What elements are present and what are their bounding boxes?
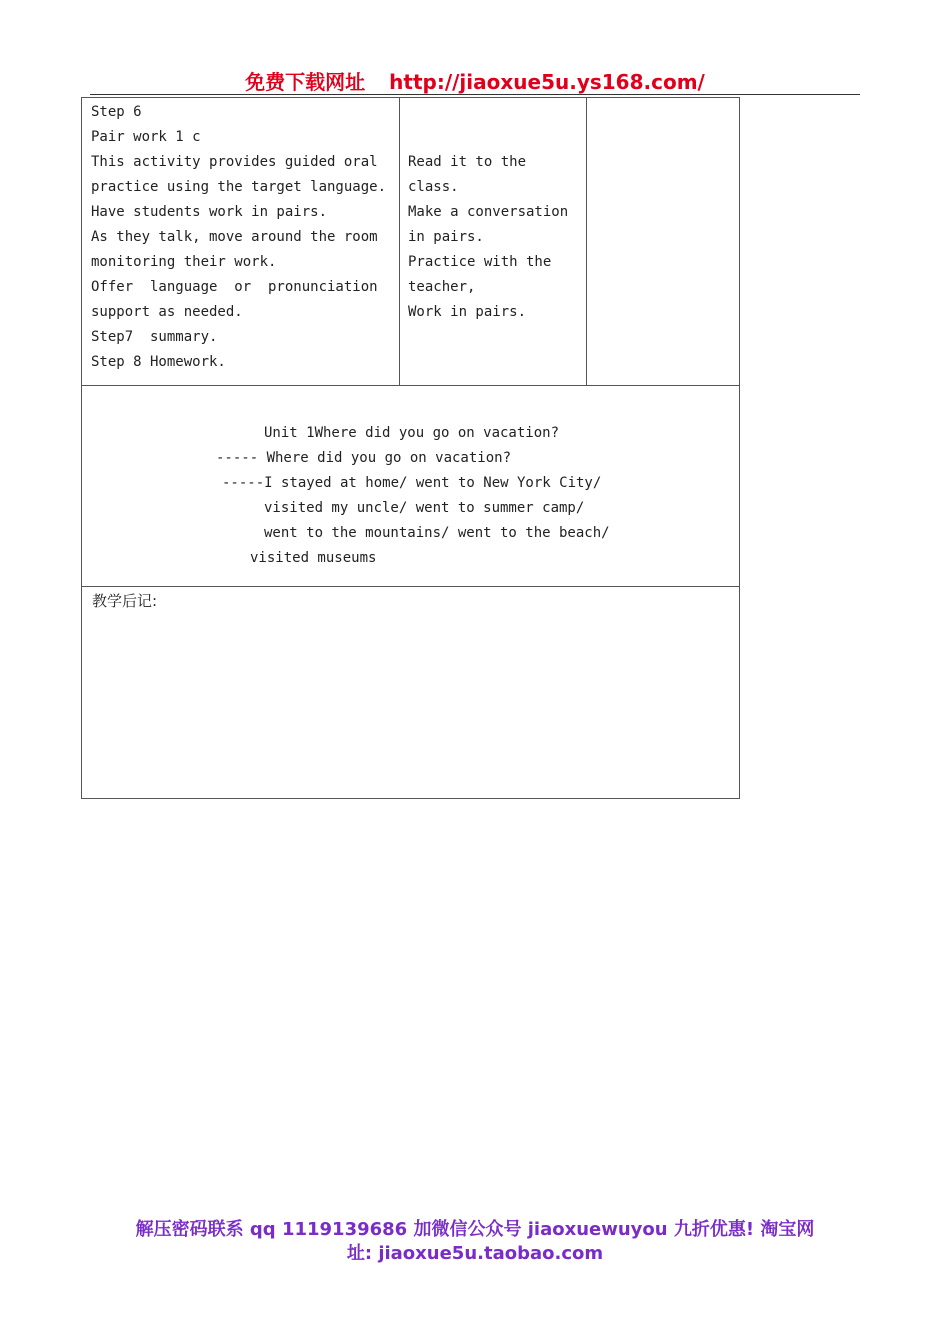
teaching-reflection-label: 教学后记: [92,592,158,610]
blackboard-line: -----I stayed at home/ went to New York City/ [222,475,602,491]
blackboard-title: Unit 1Where did you go on vacation? [264,425,560,441]
student-activity-line: class. [408,179,459,195]
student-activity-line: Read it to the [408,154,527,170]
blackboard-design-row [82,386,739,587]
footer-line-1: 解压密码联系 qq 1119139686 加微信公众号 jiaoxuewuyou 九折优惠! 淘宝网 [135,1219,815,1240]
teacher-activity-line: Have students work in pairs. [91,204,328,220]
student-activity-line: Work in pairs. [408,304,527,320]
header-divider [90,94,860,95]
blackboard-line: ----- Where did you go on vacation? [216,450,512,466]
footer-line-2[interactable]: 址: jiaoxue5u.taobao.com [346,1243,604,1264]
student-activity-line: Make a conversation [408,204,569,220]
blackboard-line: went to the mountains/ went to the beach/ [264,525,610,541]
teacher-activity-line: practice using the target language. [91,179,387,195]
student-activities-cell [400,98,587,385]
teacher-activity-line: Step 8 Homework. [91,354,226,370]
blackboard-line: visited my uncle/ went to summer camp/ [264,500,585,516]
student-activity-line: Practice with the [408,254,552,270]
header-label: 免费下载网址 [245,70,366,94]
teacher-activities-cell [82,98,400,385]
teacher-activity-line: support as needed. [91,304,243,320]
student-activity-line: in pairs. [408,229,484,245]
teacher-activity-line: monitoring their work. [91,254,277,270]
lesson-plan-table [81,97,740,799]
page-footer [0,1218,950,1266]
blackboard-line: visited museums [250,550,377,566]
teacher-activity-line: Step 6 [91,104,142,120]
teacher-activity-line: This activity provides guided oral [91,154,378,170]
teacher-activity-line: Step7 summary. [91,329,218,345]
teacher-activity-line: Pair work 1 c [91,129,201,145]
teacher-activity-line: Offer language or pronunciation [91,279,378,295]
header-url-link[interactable]: http://jiaoxue5u.ys168.com/ [389,70,705,94]
notes-column-cell [587,98,739,385]
activities-row [82,98,739,386]
teaching-reflection-row [82,587,739,798]
student-activity-line: teacher, [408,279,476,295]
teacher-activity-line: As they talk, move around the room [91,229,378,245]
page-header [0,66,950,95]
